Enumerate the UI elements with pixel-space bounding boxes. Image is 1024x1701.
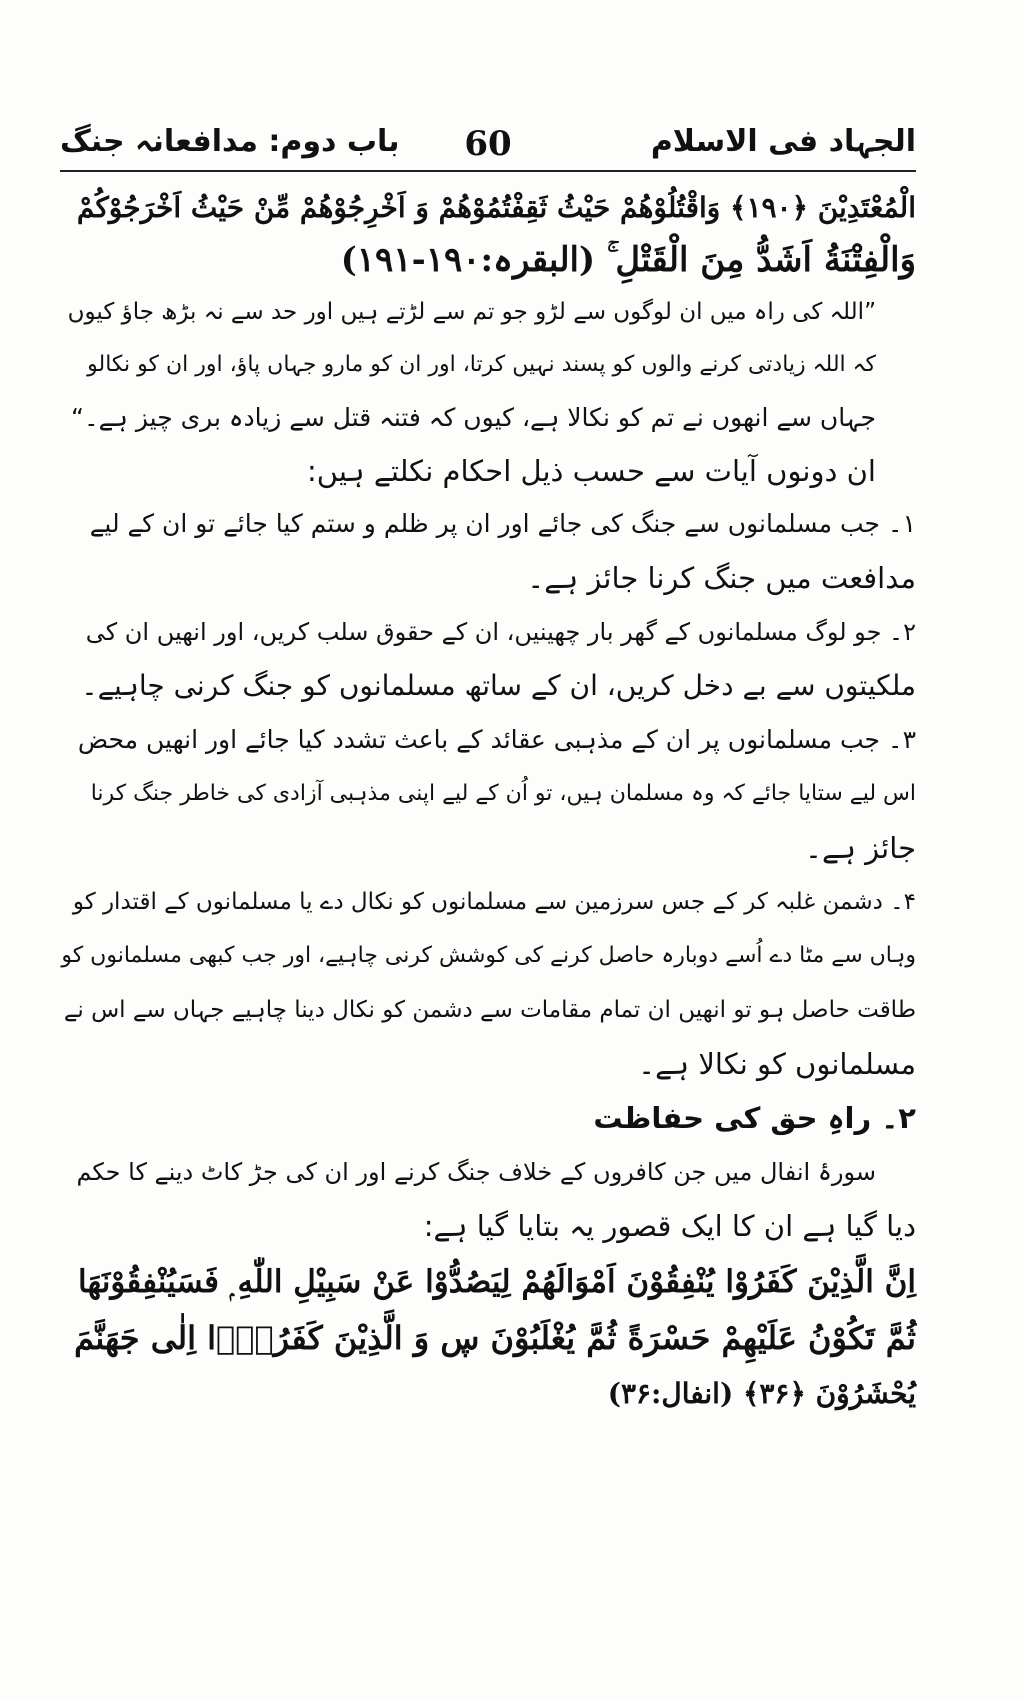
section-heading: ۲۔ راہِ حق کی حفاظت [593, 1101, 916, 1135]
list-item-line: ۱۔ جب مسلمانوں سے جنگ کی جائے اور ان پر ظلم و ستم کیا جائے تو ان کے لیے [89, 509, 916, 538]
header-rule [60, 170, 916, 172]
paragraph-line: دیا گیا ہے ان کا ایک قصور یہ بتایا گیا ہے: [423, 1209, 916, 1243]
quran-verse-line: اِنَّ الَّذِیْنَ كَفَرُوْا یُنْفِقُوْنَ اَمْوَالَهُمْ لِیَصُدُّوْا عَنْ سَبِیْلِ اللّٰهِ ۭ فَسَیُنْفِقُوْنَهَا [78, 1264, 916, 1300]
list-item-line: جائز ہے۔ [804, 831, 916, 865]
list-item-line: مدافعت میں جنگ کرنا جائز ہے۔ [527, 561, 916, 595]
page-number: 60 [464, 124, 512, 164]
translation-line: جہاں سے انھوں نے تم کو نکالا ہے، کیوں کہ فتنہ قتل سے زیادہ بری چیز ہے۔“ [71, 403, 876, 432]
list-item-line: وہاں سے مٹا دے اُسے دوبارہ حاصل کرنے کی کوشش کرنی چاہیے، اور جب کبھی مسلمانوں کو [61, 943, 916, 968]
list-item-line: مسلمانوں کو نکالا ہے۔ [638, 1047, 916, 1081]
quran-verse-line: وَالْفِتْنَةُ اَشَدُّ مِنَ الْقَتْلِ ۚ (البقرہ:۱۹۰-۱۹۱) [340, 240, 916, 280]
translation-line: کہ اللہ زیادتی کرنے والوں کو پسند نہیں کرتا، اور ان کو مارو جہاں پاؤ، اور ان کو نکالو [87, 352, 876, 377]
book-title: الجہاد فی الاسلام [650, 124, 916, 159]
list-item-line: اس لیے ستایا جائے کہ وہ مسلمان ہیں، تو اُن کے لیے اپنی مذہبی آزادی کی خاطر جنگ کرنا [90, 781, 916, 806]
list-item-line: ۴۔ دشمن غلبہ کر کے جس سرزمین سے مسلمانوں کو نکال دے یا مسلمانوں کے اقتدار کو [72, 889, 916, 915]
list-item-line: طاقت حاصل ہو تو انھیں ان تمام مقامات سے دشمن کو نکال دینا چاہیے جہاں سے اس نے [63, 997, 916, 1023]
list-item-line: ۲۔ جو لوگ مسلمانوں کے گھر بار چھینیں، ان کے حقوق سلب کریں، اور انھیں ان کی [85, 618, 916, 646]
list-item-line: ۳۔ جب مسلمانوں پر ان کے مذہبی عقائد کے باعث تشدد کیا جائے اور انھیں محض [77, 725, 916, 754]
list-item-line: ملکیتوں سے بے دخل کریں، ان کے ساتھ مسلمانوں کو جنگ کرنی چاہیے۔ [81, 669, 916, 702]
translation-line: ”اللہ کی راہ میں ان لوگوں سے لڑو جو تم سے لڑتے ہیں اور حد سے نہ بڑھ جاؤ کیوں [67, 299, 876, 325]
chapter-title: باب دوم: مدافعانہ جنگ [60, 124, 400, 159]
quran-verse-line: ثُمَّ تَكُوْنُ عَلَیْهِمْ حَسْرَةً ثُمَّ یُغْلَبُوْنَ ڛ وَ الَّذِیْنَ كَفَرُوْۤا اِلٰى جَهَنَّمَ [74, 1319, 916, 1357]
quran-verse-line: یُحْشَرُوْنَ ﴿۳۶﴾ (انفال:۳۶) [607, 1377, 916, 1410]
paragraph-line: ان دونوں آیات سے حسب ذیل احکام نکلتے ہیں: [307, 454, 876, 488]
page-header [60, 120, 916, 170]
quran-verse-line: الْمُعْتَدِیْنَ ﴿۱۹۰﴾ وَاقْتُلُوْهُمْ حَیْثُ ثَقِفْتُمُوْهُمْ وَ اَخْرِجُوْهُمْ مِّنْ حَیْثُ اَخْرَجُوْكُمْ [76, 191, 916, 224]
paragraph-line: سورۂ انفال میں جن کافروں کے خلاف جنگ کرنے اور ان کی جڑ کاٹ دینے کا حکم [76, 1158, 876, 1186]
